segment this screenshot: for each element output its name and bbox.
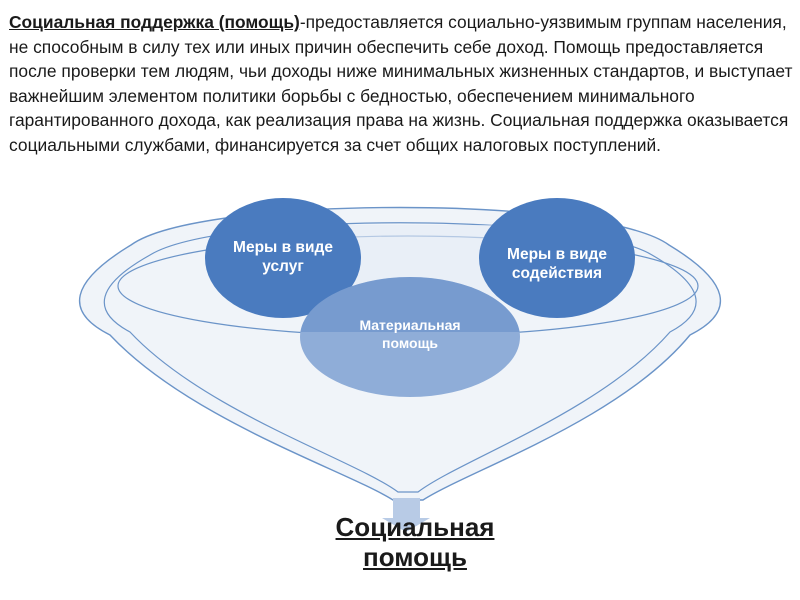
label-assistance-line2: содействия xyxy=(511,265,603,282)
intro-body-text: -предоставляется социально-уязвимым группам населения, не способным в силу тех или иных причин обеспечить себе доход. Помощь предоставляется после проверки тем людям, чьи доходы ниже минимальных жизненных стандартов, и выступает важнейшим элементом политики борьбы с бедностью, обеспечением минимального гарантированного дохода, как реализация права на жизнь. Социальная поддержка оказывается социальными службами, финансируется за счет общих налоговых поступлений. xyxy=(9,12,793,155)
output-line1: Социальная xyxy=(335,512,495,542)
label-services-line2: услуг xyxy=(262,258,304,275)
label-material-line1: Материальная xyxy=(359,317,461,333)
label-assistance-line1: Меры в виде xyxy=(507,246,607,263)
output-line2: помощь xyxy=(363,542,467,572)
label-services xyxy=(215,238,351,276)
label-assistance xyxy=(489,245,625,283)
funnel-output-title xyxy=(300,512,530,572)
label-material-line2: помощь xyxy=(382,335,438,351)
label-material xyxy=(335,316,485,352)
intro-lead-term: Социальная поддержка (помощь) xyxy=(9,12,300,32)
label-services-line1: Меры в виде xyxy=(233,239,333,256)
